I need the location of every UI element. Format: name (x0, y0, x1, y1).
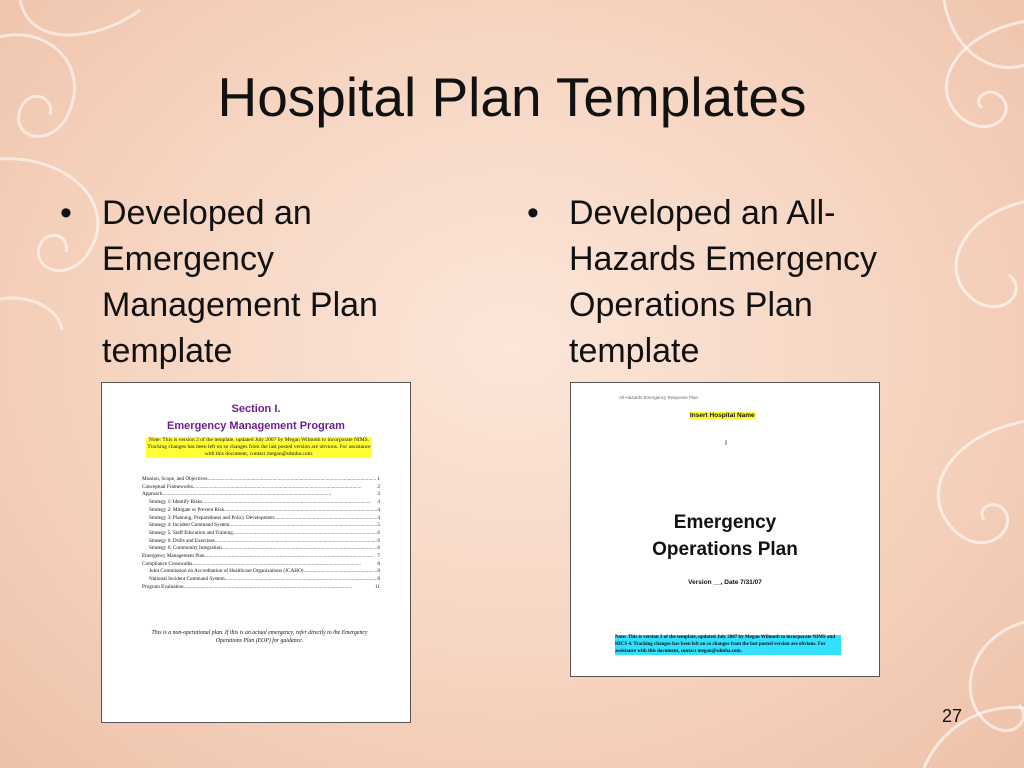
toc-leader (162, 491, 377, 499)
toc-page: 8 (377, 560, 380, 567)
toc-leader (224, 507, 377, 515)
doc-running-header: All-Hazards Emergency Response Plan (619, 395, 699, 400)
toc-row (142, 499, 380, 507)
toc-page: 6 (377, 529, 380, 536)
toc-leader (229, 522, 377, 530)
slide-title: Hospital Plan Templates (217, 66, 807, 128)
bullet-right-text: Developed an All-Hazards Emergency Operations Plan template (569, 194, 878, 370)
table-of-contents (142, 476, 380, 592)
toc-leader (184, 584, 375, 592)
toc-label: Compliance Crosswalks (142, 560, 193, 567)
toc-row (142, 584, 380, 592)
doc-title (571, 509, 879, 563)
toc-label: Program Evaluation (142, 583, 184, 590)
toc-row (142, 476, 380, 484)
toc-label: Joint Commission on Accreditation of Healthcare Organizations (JCAHO) (149, 568, 304, 575)
toc-leader (233, 530, 378, 538)
toc-page: 8 (377, 576, 380, 583)
toc-row (142, 553, 380, 561)
toc-label: Emergency Management Plan (142, 553, 205, 560)
slide-page-number: 27 (941, 706, 962, 726)
toc-row (142, 545, 380, 553)
toc-leader (215, 538, 378, 546)
toc-row (142, 484, 380, 492)
bullet-right (527, 190, 949, 374)
toc-row (142, 491, 380, 499)
doc-marker: I (725, 440, 727, 447)
toc-page: 11 (375, 583, 380, 590)
toc-row (142, 515, 380, 523)
toc-row (142, 568, 380, 576)
toc-leader (202, 499, 377, 507)
toc-page: 4 (377, 506, 380, 513)
toc-label: Strategy 6: Community Integration (149, 545, 222, 552)
toc-label: Mission, Scope, and Objectives (142, 476, 208, 482)
toc-leader (222, 545, 378, 553)
bullet-dot: • (60, 194, 72, 232)
doc-title-line1: Emergency (673, 512, 777, 533)
toc-row (142, 530, 380, 538)
toc-leader (274, 515, 377, 523)
doc-version-note: Note: This is version 2 of the template, updated July 2007 by Megan Wilmoth to incorporate NIMS. Tracking changes has been left on so changes from the last posted version are obvious. For assistance with this document, contact megan@sdmha.com. (147, 437, 371, 457)
toc-page: 4 (377, 514, 380, 521)
toc-page: 4 (377, 499, 380, 506)
toc-row (142, 507, 380, 515)
toc-page: 2 (377, 483, 380, 490)
toc-page: 6 (377, 537, 380, 544)
toc-page: 8 (377, 568, 380, 575)
toc-leader (208, 476, 378, 484)
doc-section-label: Section I. (231, 403, 281, 415)
toc-label: Strategy 2: Mitigate or Prevent Risk (149, 506, 225, 513)
toc-label: Strategy 6: Drills and Exercises (149, 537, 215, 544)
emergency-operations-plan-thumbnail (570, 382, 880, 677)
toc-label: Strategy 1: Identify Risks (149, 499, 203, 506)
insert-hospital-name: Insert Hospital Name (690, 412, 755, 419)
toc-page: 5 (377, 522, 380, 529)
bullet-dot: • (527, 194, 539, 232)
toc-leader (204, 553, 377, 561)
toc-label: Conceptual Frameworks (142, 483, 193, 490)
emergency-management-plan-thumbnail (101, 382, 411, 723)
toc-leader (304, 568, 378, 576)
bullet-left-text: Developed an Emergency Management Plan template (102, 194, 378, 370)
toc-page: 3 (377, 491, 380, 498)
toc-row (142, 538, 380, 546)
toc-label: Approach (142, 491, 163, 498)
toc-page: 7 (377, 553, 380, 560)
toc-page: 1 (377, 476, 380, 482)
doc-version: Version __, Date 7/31/07 (688, 579, 762, 586)
doc-heading: Emergency Management Program (167, 420, 345, 432)
toc-label: Strategy 5: Staff Education and Training (149, 529, 233, 536)
doc-footer-note: This is a non-operational plan. If this is an actual emergency, refer directly to the Emergency Operations Plan (EOP) for guidance. (151, 630, 368, 644)
toc-leader (193, 484, 378, 492)
toc-row (142, 576, 380, 584)
toc-row (142, 522, 380, 530)
doc-title-line2: Operations Plan (652, 539, 798, 560)
bullet-left (60, 190, 442, 374)
toc-label: National Incident Command System (149, 576, 225, 583)
toc-leader (225, 576, 378, 584)
toc-label: Strategy 3: Planning, Preparedness and Policy Development (149, 514, 274, 521)
toc-page: 6 (377, 545, 380, 552)
doc-version-note: Note: This is version 3 of the template, updated July 2007 by Megan Wilmoth to incorporate NIMS and HICS 4. Tracking changes has been left on so changes from the last posted version are obvious. For assistance with this document, contact megan@sdmha.com. (615, 635, 841, 655)
toc-label: Strategy 4: Incident Command System (149, 522, 230, 529)
